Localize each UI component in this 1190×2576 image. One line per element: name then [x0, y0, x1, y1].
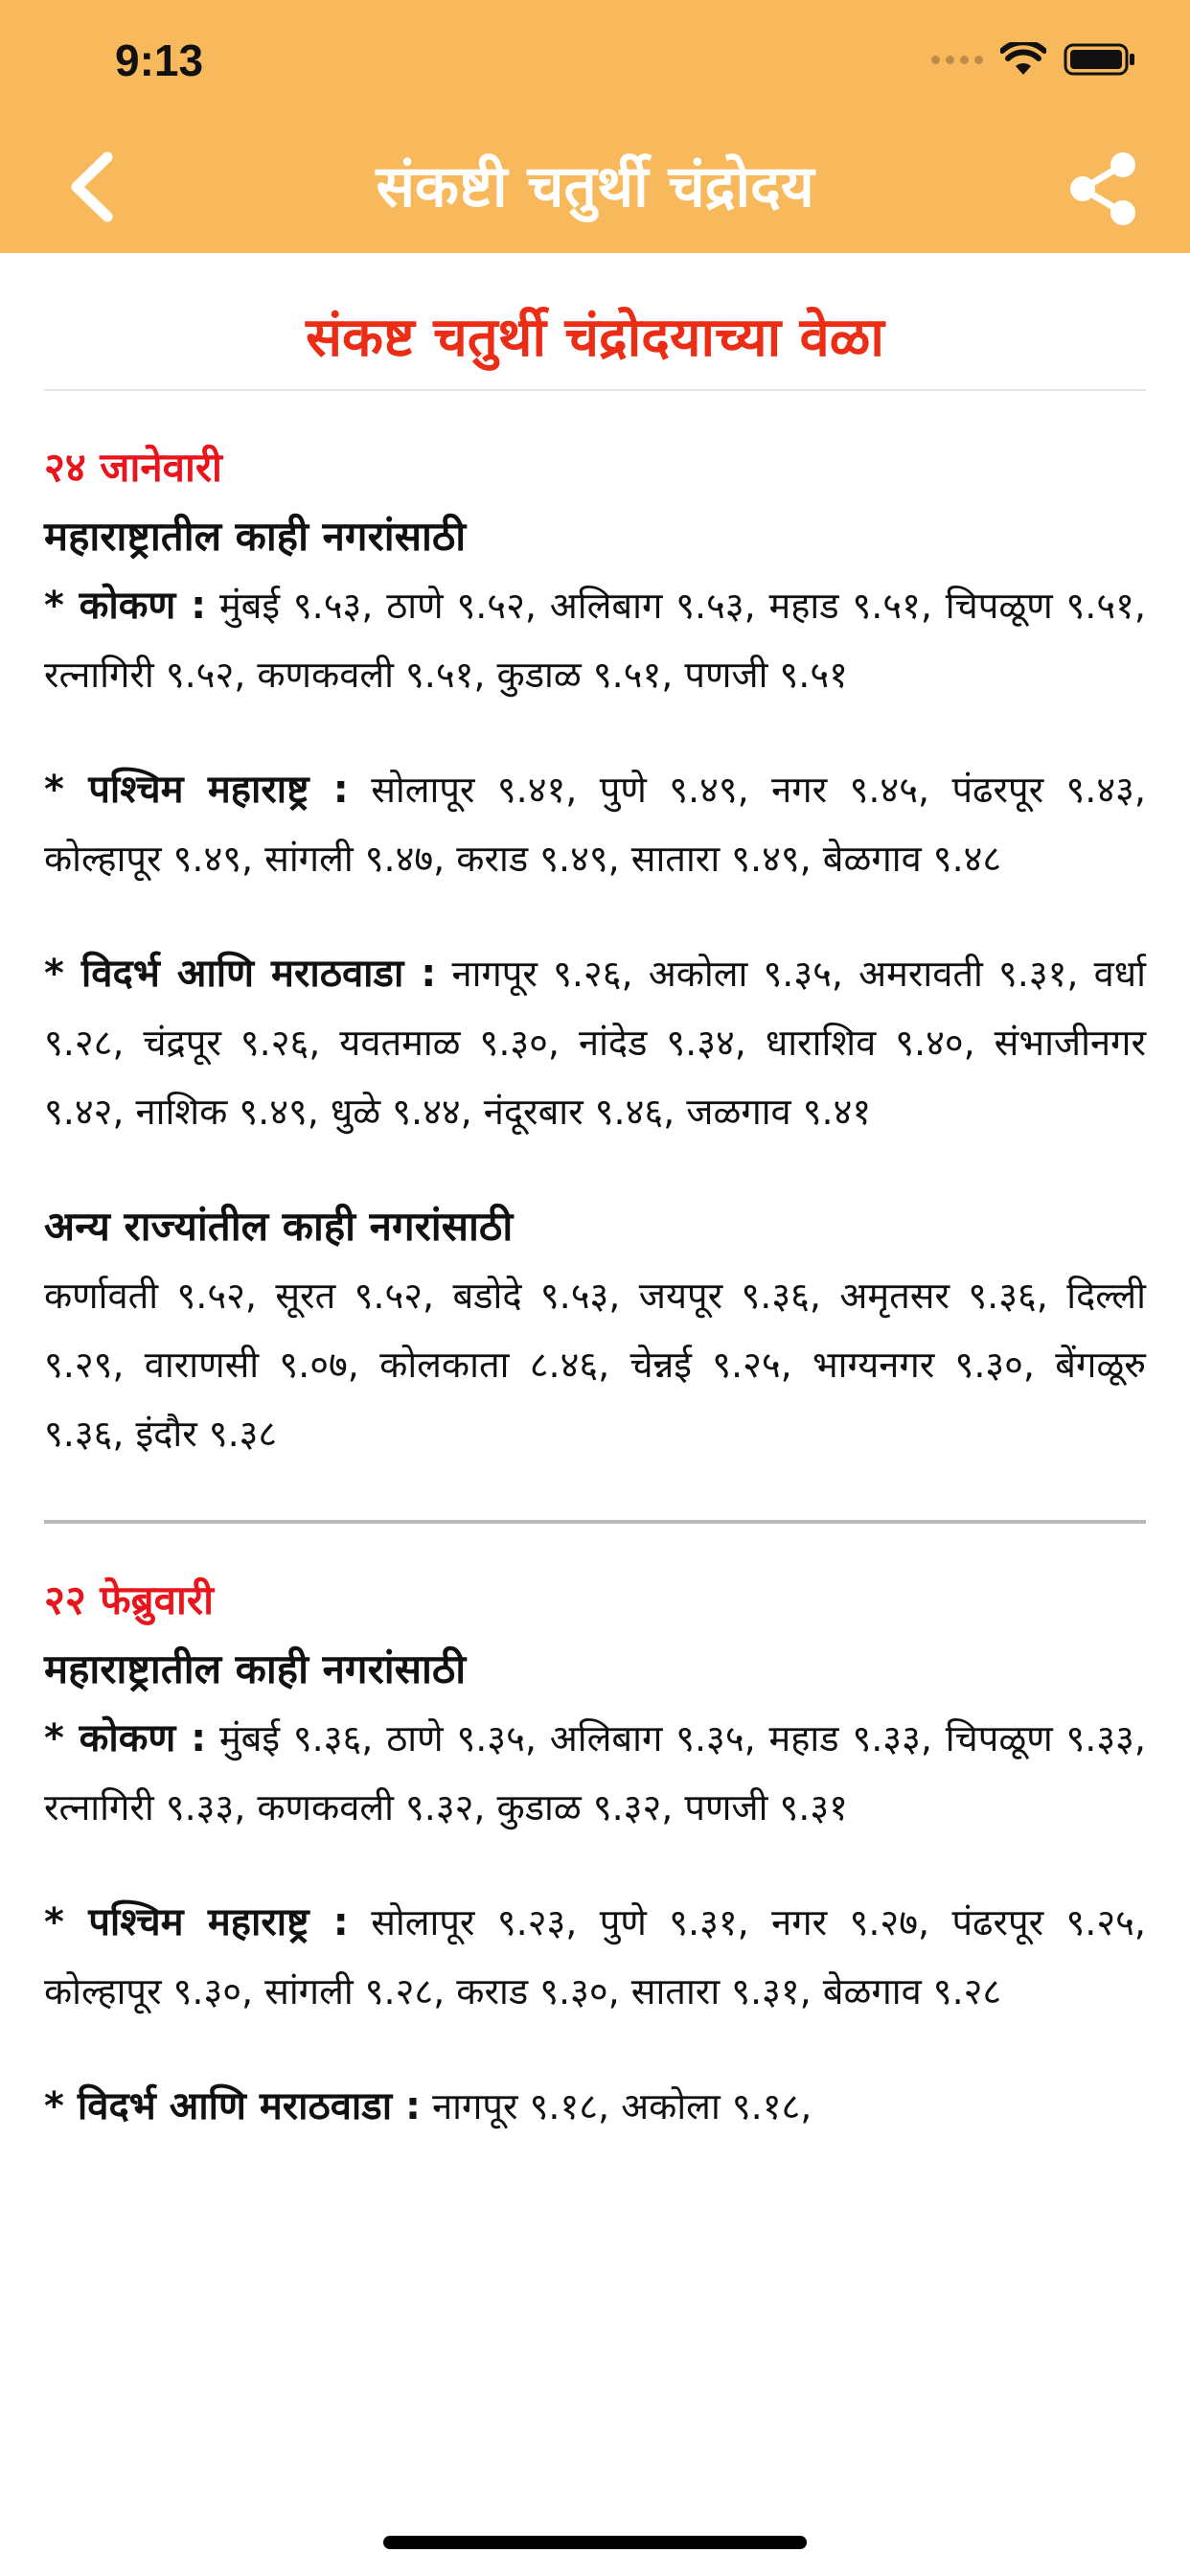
vidarbha-paragraph	[44, 2072, 1146, 2141]
wifi-icon	[1000, 42, 1046, 77]
konkan-paragraph	[44, 1704, 1146, 1842]
date-heading: २२ फेब्रुवारी	[44, 1576, 214, 1623]
konkan-paragraph	[44, 571, 1146, 709]
status-icons	[931, 42, 1136, 77]
konkan-times: मुंबई ९.३६, ठाणे ९.३५, अलिबाग ९.३५, महाड ९.३३, चिपळूण ९.३३, रत्नागिरी ९.३३, कणकवली ९.३२, कुडाळ ९.३२, पणजी ९.३१	[44, 1717, 1146, 1828]
konkan-label: * कोकण :	[44, 1716, 207, 1760]
main-heading: संकष्ट चतुर्थी चंद्रोदयाच्या वेळा	[306, 307, 884, 369]
vidarbha-times: नागपूर ९.२६, अकोला ९.३५, अमरावती ९.३१, वर्धा ९.२८, चंद्रपूर ९.२६, यवतमाळ ९.३०, नांदेड ९.३४, धाराशिव ९.४०, संभाजीनगर ९.४२, नाशिक ९.४९, धुळे ९.४४, नंदूरबार ९.४६, जळगाव ९.४१	[44, 953, 1146, 1133]
back-button[interactable]	[57, 144, 125, 230]
status-time: 9:13	[115, 35, 204, 85]
battery-icon	[1064, 42, 1136, 77]
paschim-label: * पश्चिम महाराष्ट्र :	[44, 1900, 349, 1944]
heading-divider	[44, 389, 1146, 391]
region-heading: महाराष्ट्रातील काही नगरांसाठी	[44, 1645, 467, 1692]
region-heading: महाराष्ट्रातील काही नगरांसाठी	[44, 513, 467, 560]
chevron-left-icon	[57, 144, 125, 230]
paschim-label: * पश्चिम महाराष्ट्र :	[44, 768, 349, 812]
paschim-paragraph	[44, 1888, 1146, 2026]
share-button[interactable]	[1065, 146, 1142, 232]
date-heading: २४ जानेवारी	[44, 444, 222, 491]
konkan-times: मुंबई ९.५३, ठाणे ९.५२, अलिबाग ९.५३, महाड ९.५१, चिपळूण ९.५१, रत्नागिरी ९.५२, कणकवली ९.५१, कुडाळ ९.५१, पणजी ९.५१	[44, 585, 1146, 696]
paschim-times: सोलापूर ९.४१, पुणे ९.४९, नगर ९.४५, पंढरपूर ९.४३, कोल्हापूर ९.४९, सांगली ९.४७, कराड ९.४९, सातारा ९.४९, बेळगाव ९.४८	[44, 769, 1146, 880]
signal-icon	[931, 56, 983, 64]
vidarbha-paragraph	[44, 939, 1146, 1146]
home-indicator[interactable]	[383, 2536, 807, 2549]
page-title: संकष्टी चतुर्थी चंद्रोदय	[376, 153, 814, 220]
paschim-times: सोलापूर ९.२३, पुणे ९.३१, नगर ९.२७, पंढरपूर ९.२५, कोल्हापूर ९.३०, सांगली ९.२८, कराड ९.३०, सातारा ९.३१, बेळगाव ९.२८	[44, 1901, 1146, 2012]
other-states-heading: अन्य राज्यांतील काही नगरांसाठी	[44, 1203, 514, 1250]
date-section	[44, 433, 1146, 1468]
vidarbha-label: * विदर्भ आणि मराठवाडा :	[44, 952, 437, 996]
share-icon	[1065, 146, 1142, 232]
vidarbha-label: * विदर्भ आणि मराठवाडा :	[44, 2084, 421, 2128]
other-states-paragraph: कर्णावती ९.५२, सूरत ९.५२, बडोदे ९.५३, जयपूर ९.३६, अमृतसर ९.३६, दिल्ली ९.२९, वाराणसी ९.०७, कोलकाता ८.४६, चेन्नई ९.२५, भाग्यनगर ९.३०, बेंगळूरु ९.३६, इंदौर ९.३८	[44, 1275, 1146, 1455]
section-divider	[44, 1520, 1146, 1524]
content-area[interactable]	[44, 253, 1146, 2141]
nav-header	[0, 0, 1190, 253]
konkan-label: * कोकण :	[44, 584, 207, 628]
vidarbha-times: नागपूर ९.१८, अकोला ९.१८,	[432, 2085, 812, 2128]
date-section	[44, 1566, 1146, 2141]
paschim-paragraph	[44, 755, 1146, 893]
